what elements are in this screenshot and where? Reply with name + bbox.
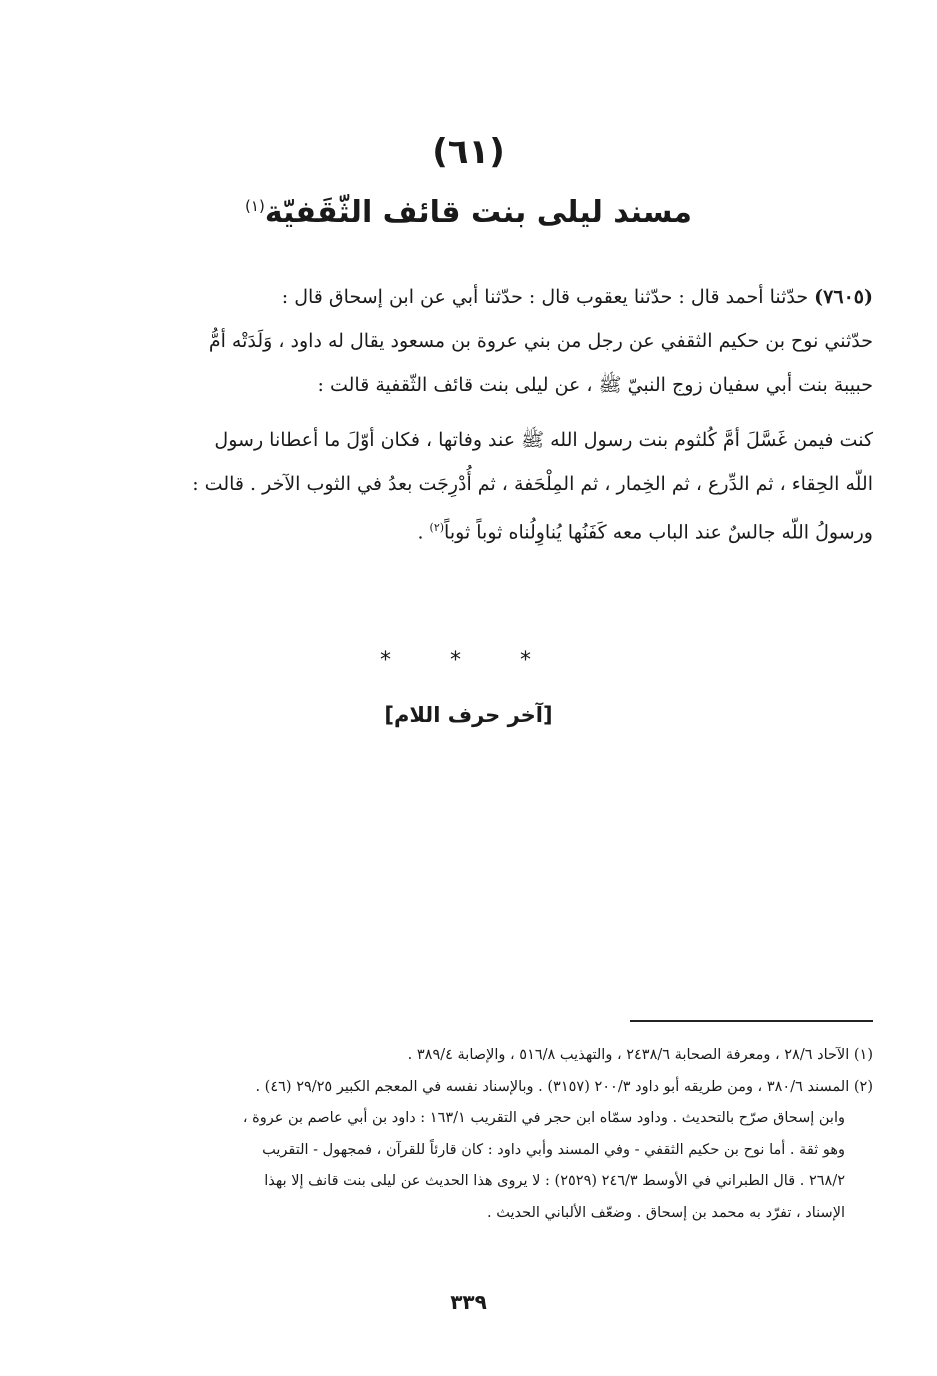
hadith-number: (٧٦٠٥): [814, 286, 873, 308]
chapter-title-text: مسند ليلى بنت قائف الثّقَفيّة: [264, 195, 692, 230]
hadith-matn-paragraph: [95, 418, 873, 554]
section-separator: * * *: [380, 648, 557, 673]
hadith-footnote-ref[interactable]: (٢): [429, 521, 445, 534]
hadith-text: حدّثنا أحمد قال : حدّثنا يعقوب قال : حدّثنا أبي عن ابن إسحاق قال :: [281, 286, 809, 308]
hadith-isnad-paragraph: [95, 275, 873, 407]
hadith-text-end: .: [417, 521, 430, 544]
hadith-text: ورسولُ اللّه جالسٌ عند الباب معه كَفَنُها يُناوِلُناه ثوباً ثوباً: [444, 521, 873, 544]
chapter-title: [0, 195, 937, 230]
footnote-2-line: وابن إسحاق صرّح بالتحديث . وداود سمّاه ابن حجر في التقريب ١٦٣/١ : داود بن أبي عاصم بن عروة ،: [242, 1110, 845, 1126]
chapter-title-footnote-ref[interactable]: (١): [245, 197, 265, 215]
hadith-line: [95, 506, 873, 554]
hadith-line: كنت فيمن غَسَّلَ أمَّ كُلثوم بنت رسول الله ﷺ عند وفاتها ، فكان أوّلَ ما أعطانا رسول: [214, 429, 873, 451]
section-end-note: [آخر حرف اللام]: [384, 703, 553, 727]
footnote-2-line: الإسناد ، تفرّد به محمد بن إسحاق . وضعّف الألباني الحديث .: [487, 1204, 845, 1221]
footnote-2-line: وهو ثقة . أما نوح بن حكيم الثقفي - وفي المسند وأبي داود : كان قارئاً للقرآن ، فمجهول - التقريب: [262, 1141, 845, 1158]
footnote-divider: [630, 1020, 873, 1022]
footnote-2-line: ٢٦٨/٢ . قال الطبراني في الأوسط ٢٤٦/٣ (٢٥٢٩) : لا يروى هذا الحديث عن ليلى بنت قانف إلا بهذا: [264, 1173, 845, 1189]
page-number: ٣٣٩: [450, 1290, 487, 1314]
hadith-line: حبيبة بنت أبي سفيان زوج النبيّ ﷺ ، عن ليلى بنت قائف الثّقفية قالت :: [317, 374, 873, 396]
footnotes: [95, 1040, 873, 1229]
hadith-line: اللّه الحِقاء ، ثم الدِّرع ، ثم الخِمار ، ثم المِلْحَفة ، ثم أُدْرِجَت بعدُ في الثوب الآخر . قالت :: [192, 473, 873, 495]
hadith-line: [95, 275, 873, 319]
footnote-2-line: (٢) المسند ٣٨٠/٦ ، ومن طريقه أبو داود ٢٠٠/٣ (٣١٥٧) . وبالإسناد نفسه في المعجم الكبير ٢٩/٢٥ (٤٦) .: [255, 1078, 873, 1095]
hadith-line: حدّثني نوح بن حكيم الثقفي عن رجل من بني عروة بن مسعود يقال له داود ، وَلَدَتْه أمُّ: [208, 330, 873, 352]
footnote-1: (١) الآحاد ٢٨/٦ ، ومعرفة الصحابة ٢٤٣٨/٦ ، والتهذيب ٥١٦/٨ ، والإصابة ٣٨٩/٤ .: [407, 1047, 873, 1063]
chapter-number: (٦١): [432, 132, 505, 172]
